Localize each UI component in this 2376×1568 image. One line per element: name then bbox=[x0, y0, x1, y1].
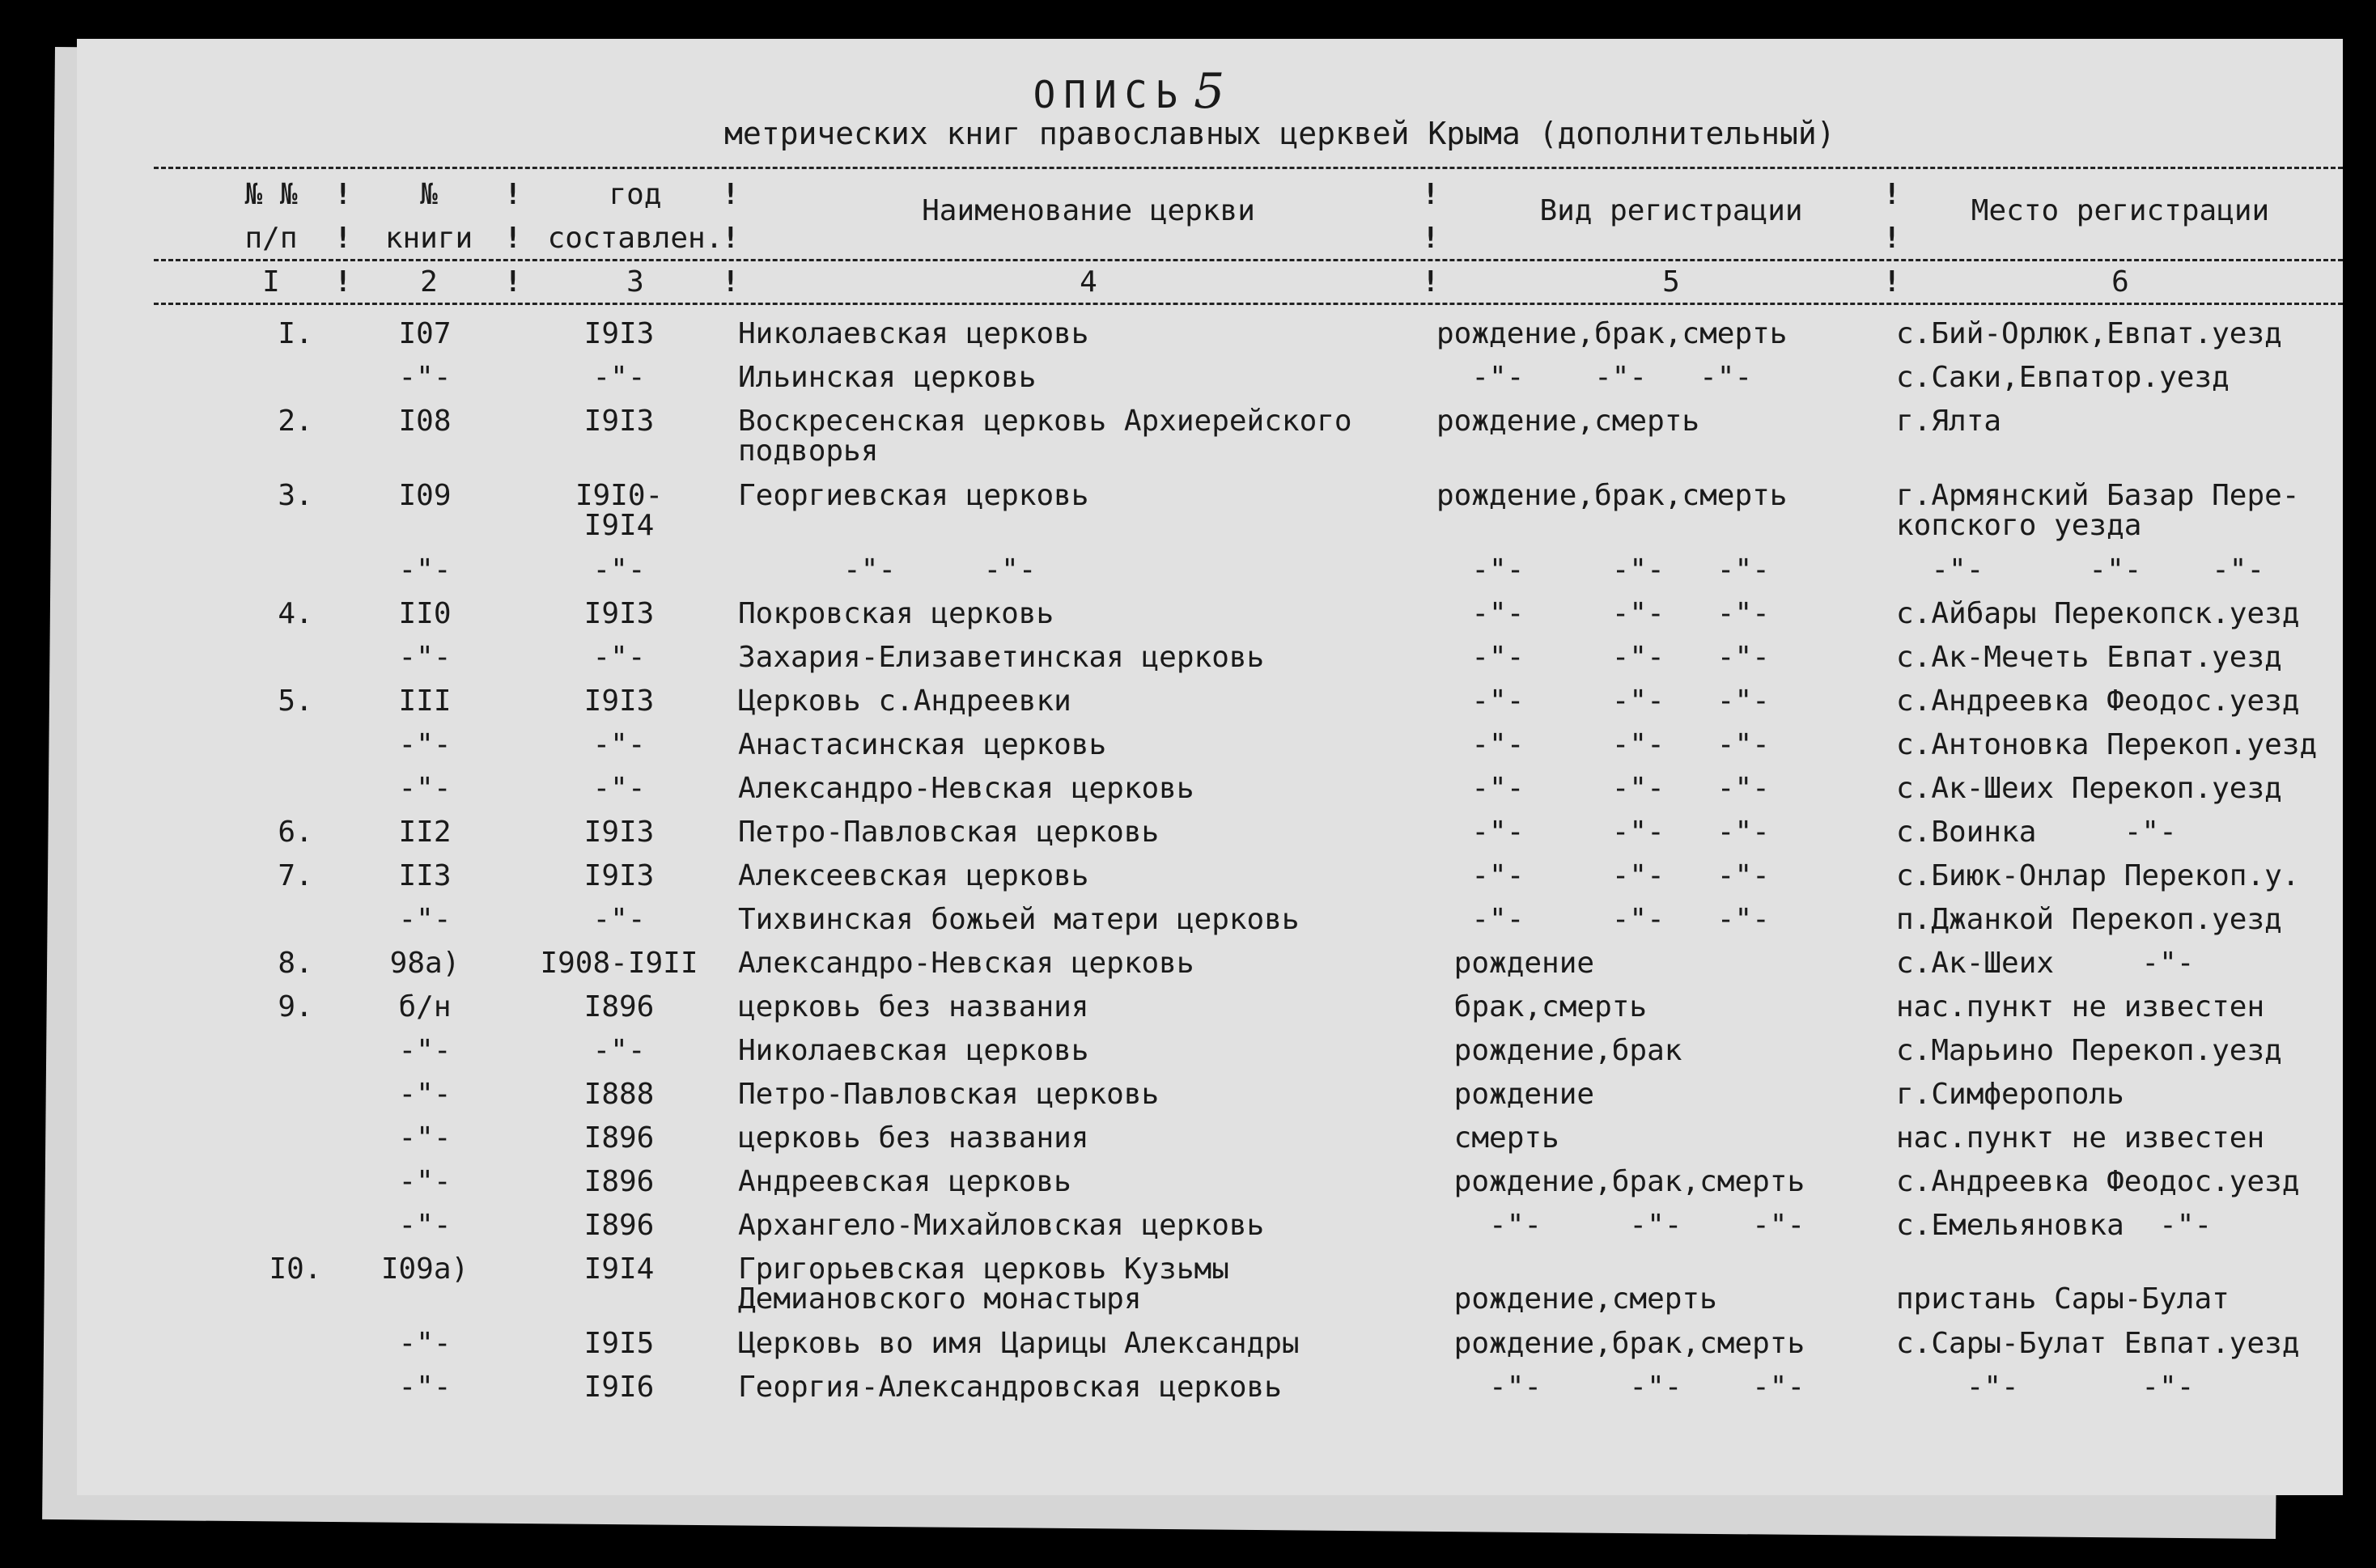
year-compiled: I9I0- I9I4 bbox=[575, 479, 664, 542]
col-4-number: 4 bbox=[1080, 265, 1097, 299]
registration-place: с.Ак-Шеих Перекоп.уезд bbox=[1896, 772, 2282, 805]
registration-place: -"- -"- bbox=[1896, 1371, 2195, 1404]
year-compiled: -"- bbox=[592, 553, 646, 587]
registration-type: -"- -"- -"- bbox=[1436, 1371, 1805, 1404]
book-number: -"- bbox=[398, 1078, 452, 1111]
book-number: -"- bbox=[398, 772, 452, 805]
book-number: -"- bbox=[398, 361, 452, 394]
row-number: 5. bbox=[278, 684, 313, 718]
col-1-header-line1: № № bbox=[244, 178, 298, 211]
church-name: Анастасинская церковь bbox=[738, 728, 1107, 761]
separator-mark: ! bbox=[504, 222, 522, 255]
year-compiled: I896 bbox=[583, 1165, 655, 1198]
registration-place: с.Ак-Шеих -"- bbox=[1896, 947, 2195, 980]
separator-mark: ! bbox=[504, 265, 522, 299]
table-row bbox=[77, 992, 2343, 1036]
church-name: Церковь во имя Царицы Александры bbox=[738, 1327, 1300, 1360]
registration-type: рождение bbox=[1436, 1078, 1595, 1111]
row-number: 2. bbox=[278, 405, 313, 438]
book-number: I09 bbox=[398, 479, 452, 512]
book-number: I08 bbox=[398, 405, 452, 438]
year-compiled: -"- bbox=[592, 903, 646, 936]
registration-type: рождение,смерть bbox=[1453, 1282, 1717, 1316]
church-name: Александро-Невская церковь bbox=[738, 947, 1194, 980]
church-name: Ильинская церковь bbox=[738, 361, 1037, 394]
table-row bbox=[77, 1329, 2343, 1372]
row-number: 9. bbox=[278, 990, 313, 1023]
header-rule-bottom bbox=[154, 303, 2343, 305]
book-number: -"- bbox=[398, 1327, 452, 1360]
registration-type: брак,смерть bbox=[1436, 990, 1648, 1023]
registration-place: -"- -"- -"- bbox=[1896, 553, 2265, 587]
separator-mark: ! bbox=[722, 222, 740, 255]
registration-type: -"- -"- -"- bbox=[1436, 903, 1770, 936]
church-name: Григорьевская церковь Кузьмы Демиановского монастыря bbox=[738, 1252, 1229, 1316]
document-subtitle: метрических книг православных церквей Крыма (дополнительный) bbox=[724, 116, 1835, 151]
registration-type: -"- -"- -"- bbox=[1436, 816, 1770, 849]
separator-mark: ! bbox=[1883, 265, 1901, 299]
row-number: 3. bbox=[278, 479, 313, 512]
registration-type: -"- -"- -"- bbox=[1436, 361, 1753, 394]
separator-mark: ! bbox=[722, 178, 740, 211]
year-compiled: I896 bbox=[583, 1209, 655, 1242]
year-compiled: -"- bbox=[592, 728, 646, 761]
table-row bbox=[77, 599, 2343, 642]
registration-place: нас.пункт не известен bbox=[1896, 990, 2265, 1023]
book-number: -"- bbox=[398, 1165, 452, 1198]
header-rule-mid bbox=[154, 259, 2343, 261]
registration-place: нас.пункт не известен bbox=[1896, 1121, 2265, 1155]
registration-type: -"- -"- -"- bbox=[1436, 728, 1770, 761]
book-number: I09а) bbox=[380, 1252, 469, 1286]
title-number: 5 bbox=[1194, 63, 1225, 120]
row-number: 7. bbox=[278, 859, 313, 892]
book-number: 98а) bbox=[389, 947, 460, 980]
separator-mark: ! bbox=[504, 178, 522, 211]
year-compiled: I888 bbox=[583, 1078, 655, 1111]
separator-mark: ! bbox=[722, 265, 740, 299]
col-2-header-line2: книги bbox=[384, 222, 473, 255]
registration-type: -"- -"- -"- bbox=[1436, 684, 1770, 718]
book-number: III bbox=[398, 684, 452, 718]
book-number: б/н bbox=[398, 990, 452, 1023]
registration-type: -"- -"- -"- bbox=[1436, 772, 1770, 805]
registration-place: пристань Сары-Булат bbox=[1896, 1282, 2230, 1316]
book-number: -"- bbox=[398, 1121, 452, 1155]
col-2-number: 2 bbox=[420, 265, 438, 299]
church-name: Покровская церковь bbox=[738, 597, 1054, 630]
table-row bbox=[77, 1036, 2343, 1079]
year-compiled: I9I5 bbox=[583, 1327, 655, 1360]
registration-type: рождение,брак,смерть bbox=[1436, 1165, 1805, 1198]
registration-place: с.Емельяновка -"- bbox=[1896, 1209, 2213, 1242]
col-1-number: I bbox=[262, 265, 280, 299]
table-row bbox=[77, 1210, 2343, 1254]
book-number: -"- bbox=[398, 553, 452, 587]
table-row bbox=[77, 905, 2343, 948]
year-compiled: -"- bbox=[592, 1034, 646, 1067]
book-number: I07 bbox=[398, 317, 452, 350]
registration-type: -"- -"- -"- bbox=[1436, 553, 1770, 587]
church-name: Архангело-Михайловская церковь bbox=[738, 1209, 1265, 1242]
table-row bbox=[77, 1254, 2343, 1329]
registration-place: г.Армянский Базар Пере- копского уезда bbox=[1896, 479, 2300, 542]
registration-type: рождение,брак,смерть bbox=[1436, 479, 1788, 512]
church-name: Тихвинская божьей матери церковь bbox=[738, 903, 1300, 936]
year-compiled: I9I6 bbox=[583, 1371, 655, 1404]
registration-place: с.Антоновка Перекоп.уезд bbox=[1896, 728, 2318, 761]
church-name: Захария-Елизаветинская церковь bbox=[738, 641, 1265, 674]
book-number: -"- bbox=[398, 903, 452, 936]
registration-type: рождение bbox=[1436, 947, 1595, 980]
registration-type: -"- -"- -"- bbox=[1436, 597, 1770, 630]
separator-mark: ! bbox=[1422, 178, 1440, 211]
church-name: Петро-Павловская церковь bbox=[738, 1078, 1160, 1111]
table-row bbox=[77, 817, 2343, 861]
registration-place: с.Саки,Евпатор.уезд bbox=[1896, 361, 2230, 394]
col-3-header-line2: составлен. bbox=[547, 222, 723, 255]
header-rule-top bbox=[154, 167, 2343, 169]
year-compiled: -"- bbox=[592, 361, 646, 394]
table-row bbox=[77, 319, 2343, 362]
year-compiled: I908-I9II bbox=[540, 947, 698, 980]
church-name: Воскресенская церковь Архиерейского подворья bbox=[738, 405, 1352, 468]
registration-type: -"- -"- -"- bbox=[1436, 1209, 1805, 1242]
title-word: ОПИСЬ bbox=[1033, 73, 1186, 117]
registration-place: с.Ак-Мечеть Евпат.уезд bbox=[1896, 641, 2282, 674]
table-row bbox=[77, 948, 2343, 992]
separator-mark: ! bbox=[334, 178, 352, 211]
registration-place: с.Андреевка Феодос.уезд bbox=[1896, 684, 2300, 718]
church-name: Петро-Павловская церковь bbox=[738, 816, 1160, 849]
year-compiled: -"- bbox=[592, 772, 646, 805]
church-name: церковь без названия bbox=[738, 1121, 1089, 1155]
registration-type: рождение,брак bbox=[1436, 1034, 1682, 1067]
church-name: Николаевская церковь bbox=[738, 317, 1089, 350]
registration-type: рождение,брак,смерть bbox=[1436, 1327, 1805, 1360]
church-name: Николаевская церковь bbox=[738, 1034, 1089, 1067]
document-sheet bbox=[77, 39, 2343, 1495]
book-number: II3 bbox=[398, 859, 452, 892]
table-row bbox=[77, 555, 2343, 599]
table-row bbox=[77, 1372, 2343, 1416]
col-5-number: 5 bbox=[1662, 265, 1680, 299]
table-row bbox=[77, 1079, 2343, 1123]
document-title bbox=[77, 63, 2343, 120]
separator-mark: ! bbox=[1883, 222, 1901, 255]
year-compiled: I896 bbox=[583, 1121, 655, 1155]
col-4-header: Наименование церкви bbox=[922, 194, 1255, 227]
church-name: Андреевская церковь bbox=[738, 1165, 1071, 1198]
col-5-header: Вид регистрации bbox=[1539, 194, 1803, 227]
year-compiled: I896 bbox=[583, 990, 655, 1023]
year-compiled: I9I4 bbox=[583, 1252, 655, 1286]
separator-mark: ! bbox=[1422, 222, 1440, 255]
col-2-header-line1: № bbox=[420, 178, 438, 211]
registration-place: п.Джанкой Перекоп.уезд bbox=[1896, 903, 2282, 936]
registration-place: с.Биюк-Онлар Перекоп.у. bbox=[1896, 859, 2300, 892]
separator-mark: ! bbox=[1883, 178, 1901, 211]
col-3-number: 3 bbox=[626, 265, 644, 299]
church-name: Алексеевская церковь bbox=[738, 859, 1089, 892]
row-number: 4. bbox=[278, 597, 313, 630]
church-name: церковь без названия bbox=[738, 990, 1089, 1023]
church-name: Георгиевская церковь bbox=[738, 479, 1089, 512]
book-number: II0 bbox=[398, 597, 452, 630]
col-3-header-line1: год bbox=[609, 178, 662, 211]
church-name: Александро-Невская церковь bbox=[738, 772, 1194, 805]
registration-type: рождение,брак,смерть bbox=[1436, 317, 1788, 350]
separator-mark: ! bbox=[334, 265, 352, 299]
registration-type: -"- -"- -"- bbox=[1436, 641, 1770, 674]
registration-place: г.Симферополь bbox=[1896, 1078, 2124, 1111]
year-compiled: I9I3 bbox=[583, 317, 655, 350]
year-compiled: I9I3 bbox=[583, 684, 655, 718]
table-row bbox=[77, 481, 2343, 555]
registration-place: с.Андреевка Феодос.уезд bbox=[1896, 1165, 2300, 1198]
registration-place: с.Марьино Перекоп.уезд bbox=[1896, 1034, 2282, 1067]
row-number: 8. bbox=[278, 947, 313, 980]
year-compiled: I9I3 bbox=[583, 859, 655, 892]
church-name: Церковь с.Андреевки bbox=[738, 684, 1071, 718]
registration-place: г.Ялта bbox=[1896, 405, 2002, 438]
book-number: -"- bbox=[398, 1209, 452, 1242]
year-compiled: -"- bbox=[592, 641, 646, 674]
col-6-number: 6 bbox=[2111, 265, 2129, 299]
registration-type: рождение,смерть bbox=[1436, 405, 1700, 438]
table-row bbox=[77, 861, 2343, 905]
separator-mark: ! bbox=[334, 222, 352, 255]
book-number: -"- bbox=[398, 1371, 452, 1404]
church-name: Георгия-Александровская церковь bbox=[738, 1371, 1282, 1404]
registration-type: смерть bbox=[1436, 1121, 1559, 1155]
col-1-header-line2: п/п bbox=[244, 222, 298, 255]
year-compiled: I9I3 bbox=[583, 405, 655, 438]
table-row bbox=[77, 1123, 2343, 1167]
book-number: -"- bbox=[398, 641, 452, 674]
book-number: II2 bbox=[398, 816, 452, 849]
table-row bbox=[77, 773, 2343, 817]
row-number: I0. bbox=[269, 1252, 322, 1286]
book-number: -"- bbox=[398, 1034, 452, 1067]
table-row bbox=[77, 642, 2343, 686]
registration-place: с.Айбары Перекопск.уезд bbox=[1896, 597, 2300, 630]
book-number: -"- bbox=[398, 728, 452, 761]
row-number: 6. bbox=[278, 816, 313, 849]
table-row bbox=[77, 686, 2343, 730]
year-compiled: I9I3 bbox=[583, 597, 655, 630]
separator-mark: ! bbox=[1422, 265, 1440, 299]
registration-place: с.Бий-Орлюк,Евпат.уезд bbox=[1896, 317, 2282, 350]
table-row bbox=[77, 730, 2343, 773]
registration-type: -"- -"- -"- bbox=[1436, 859, 1770, 892]
church-name: -"- -"- bbox=[738, 553, 1037, 587]
col-6-header: Место регистрации bbox=[1971, 194, 2270, 227]
row-number: I. bbox=[278, 317, 313, 350]
table-row bbox=[77, 406, 2343, 481]
table-row bbox=[77, 1167, 2343, 1210]
registration-place: с.Сары-Булат Евпат.уезд bbox=[1896, 1327, 2300, 1360]
table-row bbox=[77, 362, 2343, 406]
year-compiled: I9I3 bbox=[583, 816, 655, 849]
register-table bbox=[77, 319, 2343, 1416]
registration-place: с.Воинка -"- bbox=[1896, 816, 2177, 849]
